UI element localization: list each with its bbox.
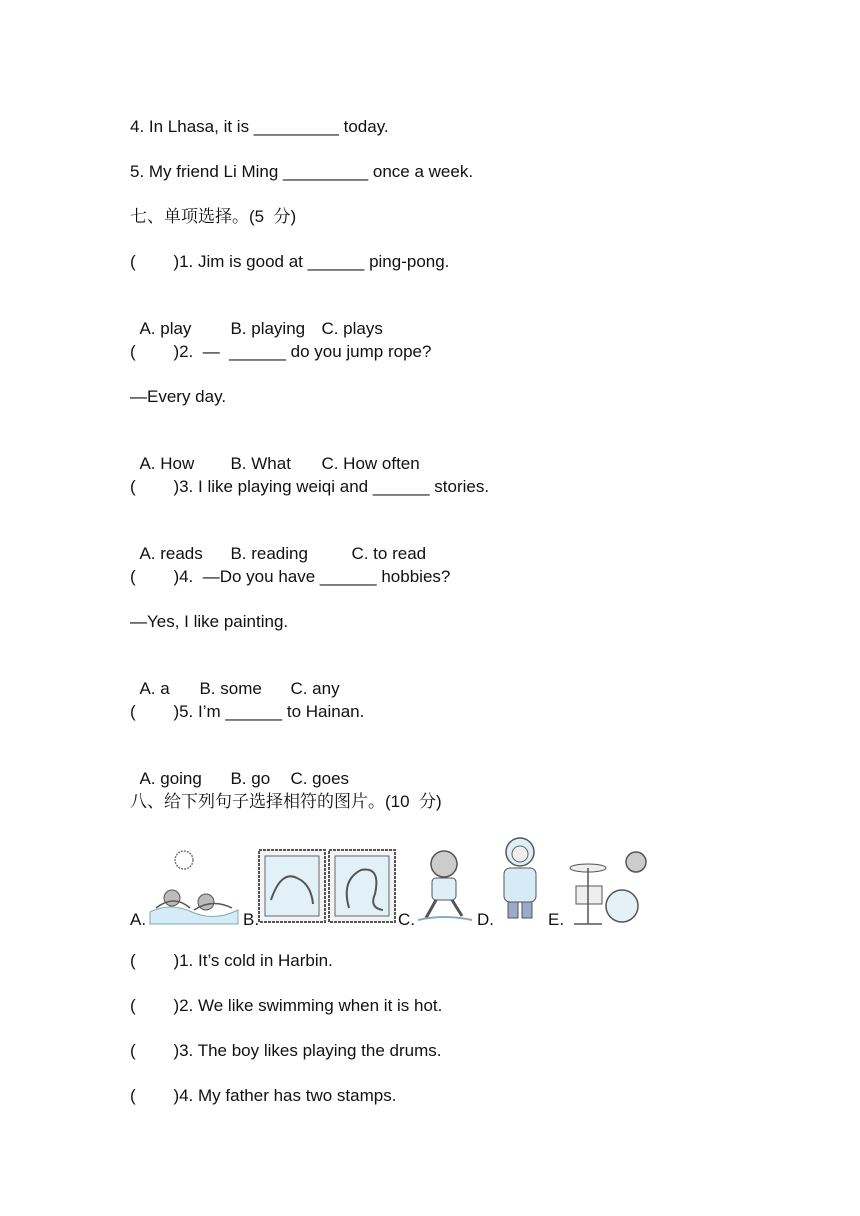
choice-question-5: ( )5. I’m ______ to Hainan. <box>130 702 365 721</box>
option-c: C. goes <box>290 769 350 788</box>
drummer-picture <box>566 846 662 926</box>
picture-label-a: A. <box>130 910 147 929</box>
option-c: C. to read <box>351 544 427 563</box>
option-b: B. What <box>230 454 291 473</box>
choice-question-2-options <box>130 431 420 475</box>
option-b: B. go <box>230 769 271 788</box>
choice-question-1-options <box>130 296 383 340</box>
option-a: A. going <box>139 769 202 788</box>
matching-question-4: ( )4. My father has two stamps. <box>130 1086 397 1105</box>
section-7-heading: 七、单项选择。(5 分) <box>130 207 297 226</box>
option-b: B. some <box>199 679 262 698</box>
choice-question-3-options <box>130 521 426 565</box>
matching-question-2: ( )2. We like swimming when it is hot. <box>130 996 443 1015</box>
option-a: A. a <box>139 679 170 698</box>
fill-in-question-4: 4. In Lhasa, it is _________ today. <box>130 117 389 136</box>
fill-in-question-5: 5. My friend Li Ming _________ once a week. <box>130 162 474 181</box>
matching-question-1: ( )1. It’s cold in Harbin. <box>130 951 333 970</box>
choice-question-4-options <box>130 656 340 700</box>
picture-options-row <box>130 836 690 932</box>
option-b: B. reading <box>230 544 308 563</box>
choice-question-3: ( )3. I like playing weiqi and ______ stories. <box>130 477 490 496</box>
swimming-kids-picture <box>146 846 242 926</box>
choice-question-4: ( )4. —Do you have ______ hobbies? <box>130 567 451 586</box>
picture-label-c: C. <box>398 910 415 929</box>
option-a: A. play <box>139 319 192 338</box>
option-c: C. plays <box>321 319 383 338</box>
section-8-heading: 八、给下列句子选择相符的图片。(10 分) <box>130 792 442 811</box>
option-a: A. How <box>139 454 195 473</box>
choice-question-5-options <box>130 746 349 790</box>
option-b: B. playing <box>230 319 306 338</box>
option-a: A. reads <box>139 544 203 563</box>
winter-coat-kid-picture <box>492 836 548 922</box>
picture-label-e: E. <box>548 910 565 929</box>
choice-question-4-reply: —Yes, I like painting. <box>130 612 289 631</box>
choice-question-2-reply: —Every day. <box>130 387 227 406</box>
matching-question-3: ( )3. The boy likes playing the drums. <box>130 1041 442 1060</box>
picture-label-b: B. <box>243 910 260 929</box>
option-c: C. any <box>290 679 340 698</box>
option-c: C. How often <box>321 454 420 473</box>
picture-label-d: D. <box>477 910 494 929</box>
stamps-picture <box>257 848 397 924</box>
choice-question-2: ( )2. — ______ do you jump rope? <box>130 342 432 361</box>
running-boy-picture <box>414 848 474 924</box>
choice-question-1: ( )1. Jim is good at ______ ping-pong. <box>130 252 450 271</box>
